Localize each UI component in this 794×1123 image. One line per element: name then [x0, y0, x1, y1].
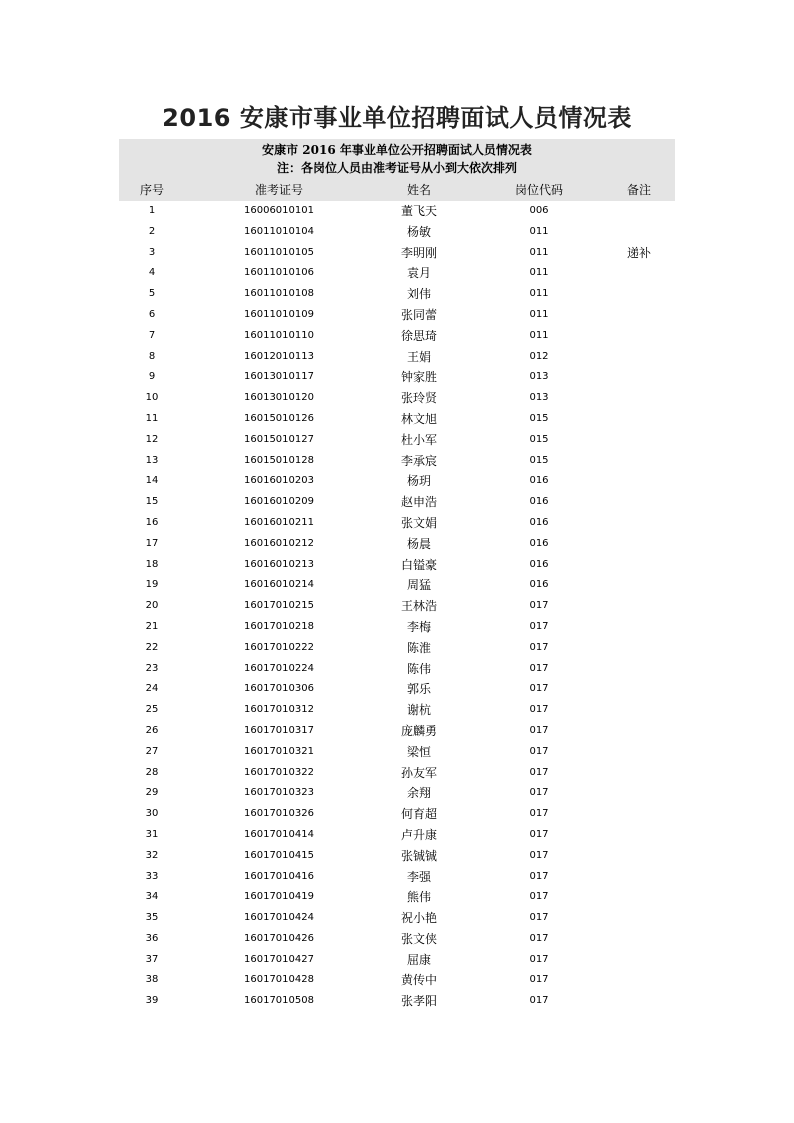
table-row [119, 451, 675, 472]
row-position-code: 017 [529, 766, 549, 778]
row-name: 熊伟 [406, 890, 431, 905]
row-position-code: 017 [529, 620, 549, 632]
row-position-code: 011 [529, 246, 549, 258]
row-exam-number: 16017010419 [244, 891, 314, 903]
row-exam-number: 16011010109 [244, 308, 314, 320]
table-row [119, 305, 675, 326]
row-index: 39 [145, 995, 159, 1007]
row-position-code: 011 [529, 288, 549, 300]
table-row [119, 804, 675, 825]
table-row [119, 471, 675, 492]
row-index: 11 [145, 412, 159, 424]
row-index: 1 [148, 205, 156, 216]
row-exam-number: 16017010306 [244, 683, 314, 695]
row-position-code: 015 [529, 433, 549, 445]
row-position-code: 016 [529, 475, 549, 487]
row-position-code: 016 [529, 558, 549, 570]
table-row [119, 867, 675, 888]
table-row [119, 575, 675, 596]
row-exam-number: 16016010209 [244, 496, 314, 508]
row-name: 郭乐 [406, 682, 431, 697]
row-name: 张铖铖 [400, 848, 437, 863]
table-row [119, 825, 675, 846]
table-row [119, 659, 675, 680]
row-name: 赵申浩 [400, 495, 437, 510]
row-exam-number: 16017010416 [244, 870, 314, 882]
row-exam-number: 16015010126 [244, 412, 314, 424]
row-position-code: 015 [529, 412, 549, 424]
row-exam-number: 16017010427 [244, 953, 314, 965]
row-index: 16 [145, 516, 159, 528]
row-name: 黄传中 [400, 973, 437, 988]
row-position-code: 017 [529, 870, 549, 882]
row-name: 祝小艳 [400, 911, 437, 926]
row-name: 杨晨 [406, 536, 431, 551]
table-row [119, 638, 675, 659]
row-exam-number: 16017010415 [244, 849, 314, 861]
table-row [119, 991, 675, 1012]
row-index: 2 [148, 225, 156, 237]
row-exam-number: 16017010222 [244, 641, 314, 653]
row-name: 杨玥 [406, 474, 431, 489]
row-position-code: 017 [529, 828, 549, 840]
row-exam-number: 16011010105 [244, 246, 314, 258]
table-row [119, 201, 675, 222]
table-row [119, 908, 675, 929]
row-name: 陈淮 [406, 640, 431, 655]
row-position-code: 017 [529, 787, 549, 799]
row-name: 李明刚 [400, 245, 437, 260]
row-position-code: 011 [529, 329, 549, 341]
row-index: 34 [145, 891, 159, 903]
row-exam-number: 16015010128 [244, 454, 314, 466]
table-row [119, 887, 675, 908]
row-exam-number: 16006010101 [244, 205, 314, 216]
row-exam-number: 16017010323 [244, 787, 314, 799]
row-name: 王林浩 [400, 599, 437, 614]
row-index: 24 [145, 683, 159, 695]
table-row [119, 742, 675, 763]
row-exam-number: 16017010508 [244, 995, 314, 1007]
row-index: 21 [145, 620, 159, 632]
row-index: 3 [148, 246, 156, 258]
column-header-remarks: 备注 [626, 183, 651, 197]
row-exam-number: 16017010414 [244, 828, 314, 840]
table-row [119, 783, 675, 804]
table-row [119, 347, 675, 368]
row-name: 梁恒 [406, 744, 431, 759]
row-name: 周猛 [406, 578, 431, 593]
row-name: 刘伟 [406, 287, 431, 302]
table-row [119, 763, 675, 784]
table-row [119, 430, 675, 451]
row-index: 23 [145, 662, 159, 674]
row-exam-number: 16017010218 [244, 620, 314, 632]
row-exam-number: 16011010106 [244, 267, 314, 279]
row-index: 29 [145, 787, 159, 799]
row-exam-number: 16016010212 [244, 537, 314, 549]
table-row [119, 222, 675, 243]
row-exam-number: 16017010321 [244, 745, 314, 757]
row-index: 10 [145, 392, 159, 404]
row-index: 5 [148, 288, 156, 300]
row-exam-number: 16017010326 [244, 808, 314, 820]
row-position-code: 017 [529, 808, 549, 820]
row-position-code: 006 [529, 205, 549, 216]
row-exam-number: 16016010213 [244, 558, 314, 570]
row-index: 32 [145, 849, 159, 861]
row-exam-number: 16016010211 [244, 516, 314, 528]
row-position-code: 016 [529, 496, 549, 508]
table-row [119, 513, 675, 534]
row-index: 36 [145, 932, 159, 944]
row-index: 19 [145, 579, 159, 591]
row-index: 35 [145, 912, 159, 924]
row-name: 何育超 [400, 807, 437, 822]
row-index: 12 [145, 433, 159, 445]
table-row [119, 929, 675, 950]
row-name: 张孝阳 [400, 994, 437, 1009]
table-row [119, 492, 675, 513]
row-position-code: 017 [529, 995, 549, 1007]
row-name: 卢升康 [400, 827, 437, 842]
row-name: 李承宸 [400, 453, 437, 468]
table-body [119, 201, 675, 1012]
table-row [119, 700, 675, 721]
row-index: 18 [145, 558, 159, 570]
column-header-exam-number: 准考证号 [254, 183, 303, 197]
row-position-code: 017 [529, 600, 549, 612]
row-name: 白镒豪 [400, 557, 437, 572]
row-index: 22 [145, 641, 159, 653]
row-position-code: 017 [529, 953, 549, 965]
row-index: 14 [145, 475, 159, 487]
row-index: 30 [145, 808, 159, 820]
table-row [119, 326, 675, 347]
row-exam-number: 16011010104 [244, 225, 314, 237]
column-header-position-code: 岗位代码 [514, 183, 563, 197]
row-position-code: 017 [529, 683, 549, 695]
table-note: 注：各岗位人员由准考证号从小到大依次排列 [276, 161, 517, 175]
table-row [119, 846, 675, 867]
table-row [119, 721, 675, 742]
row-exam-number: 16013010120 [244, 392, 314, 404]
row-name: 钟家胜 [400, 370, 437, 385]
row-position-code: 017 [529, 891, 549, 903]
column-header-row [119, 180, 675, 200]
row-exam-number: 16012010113 [244, 350, 314, 362]
row-name: 张文侠 [400, 931, 437, 946]
table-row [119, 617, 675, 638]
table-row [119, 367, 675, 388]
row-name: 余翔 [406, 786, 431, 801]
row-index: 4 [148, 267, 156, 279]
row-name: 王娟 [406, 349, 431, 364]
row-index: 38 [145, 974, 159, 986]
column-header-index: 序号 [139, 183, 164, 197]
row-exam-number: 16017010428 [244, 974, 314, 986]
row-name: 杜小军 [400, 432, 437, 447]
row-name: 陈伟 [406, 661, 431, 676]
row-index: 8 [148, 350, 156, 362]
row-index: 9 [148, 371, 156, 383]
row-index: 20 [145, 600, 159, 612]
row-exam-number: 16017010322 [244, 766, 314, 778]
row-exam-number: 16013010117 [244, 371, 314, 383]
row-index: 33 [145, 870, 159, 882]
row-name: 李强 [406, 869, 431, 884]
row-exam-number: 16017010317 [244, 724, 314, 736]
table-subtitle: 安康市 2016 年事业单位公开招聘面试人员情况表 [262, 143, 532, 157]
row-name: 张同蕾 [400, 307, 437, 322]
row-position-code: 017 [529, 849, 549, 861]
row-index: 31 [145, 828, 159, 840]
row-name: 张玲贤 [400, 391, 437, 406]
row-name: 董飞天 [400, 204, 437, 218]
table-row [119, 284, 675, 305]
row-position-code: 013 [529, 371, 549, 383]
table-header-block [119, 139, 675, 201]
row-name: 孙友军 [400, 765, 437, 780]
row-position-code: 016 [529, 537, 549, 549]
row-index: 25 [145, 704, 159, 716]
row-name: 谢杭 [406, 703, 431, 718]
row-index: 17 [145, 537, 159, 549]
row-index: 13 [145, 454, 159, 466]
row-name: 徐思琦 [400, 328, 437, 343]
row-name: 屈康 [406, 952, 431, 967]
row-index: 37 [145, 953, 159, 965]
row-index: 6 [148, 308, 156, 320]
row-exam-number: 16017010215 [244, 600, 314, 612]
row-index: 27 [145, 745, 159, 757]
row-exam-number: 16017010424 [244, 912, 314, 924]
row-name: 李梅 [406, 619, 431, 634]
row-position-code: 017 [529, 932, 549, 944]
row-position-code: 017 [529, 724, 549, 736]
row-exam-number: 16017010426 [244, 932, 314, 944]
row-name: 杨敏 [406, 224, 431, 239]
row-index: 28 [145, 766, 159, 778]
table-row [119, 243, 675, 264]
table-row [119, 263, 675, 284]
row-exam-number: 16016010214 [244, 579, 314, 591]
table-row [119, 596, 675, 617]
row-index: 15 [145, 496, 159, 508]
row-name: 林文旭 [400, 411, 437, 426]
table-row [119, 409, 675, 430]
row-exam-number: 16011010110 [244, 329, 314, 341]
row-name: 庞麟勇 [400, 723, 437, 738]
row-index: 26 [145, 724, 159, 736]
row-position-code: 017 [529, 745, 549, 757]
row-remarks: 递补 [626, 245, 651, 260]
table-row [119, 534, 675, 555]
row-position-code: 011 [529, 225, 549, 237]
table-row [119, 555, 675, 576]
row-position-code: 016 [529, 579, 549, 591]
row-position-code: 017 [529, 974, 549, 986]
row-position-code: 017 [529, 912, 549, 924]
row-position-code: 017 [529, 662, 549, 674]
table-row [119, 950, 675, 971]
page-title: 2016 安康市事业单位招聘面试人员情况表 [162, 104, 632, 132]
row-position-code: 011 [529, 308, 549, 320]
row-position-code: 015 [529, 454, 549, 466]
row-exam-number: 16017010224 [244, 662, 314, 674]
row-position-code: 012 [529, 350, 549, 362]
row-exam-number: 16016010203 [244, 475, 314, 487]
row-name: 袁月 [406, 266, 431, 281]
row-name: 张文娟 [400, 515, 437, 530]
table-row [119, 970, 675, 991]
row-position-code: 016 [529, 516, 549, 528]
row-exam-number: 16015010127 [244, 433, 314, 445]
row-index: 7 [148, 329, 156, 341]
column-header-name: 姓名 [406, 183, 431, 197]
row-exam-number: 16011010108 [244, 288, 314, 300]
row-position-code: 011 [529, 267, 549, 279]
row-position-code: 017 [529, 641, 549, 653]
table-row [119, 388, 675, 409]
row-position-code: 013 [529, 392, 549, 404]
row-position-code: 017 [529, 704, 549, 716]
table-row [119, 679, 675, 700]
row-exam-number: 16017010312 [244, 704, 314, 716]
